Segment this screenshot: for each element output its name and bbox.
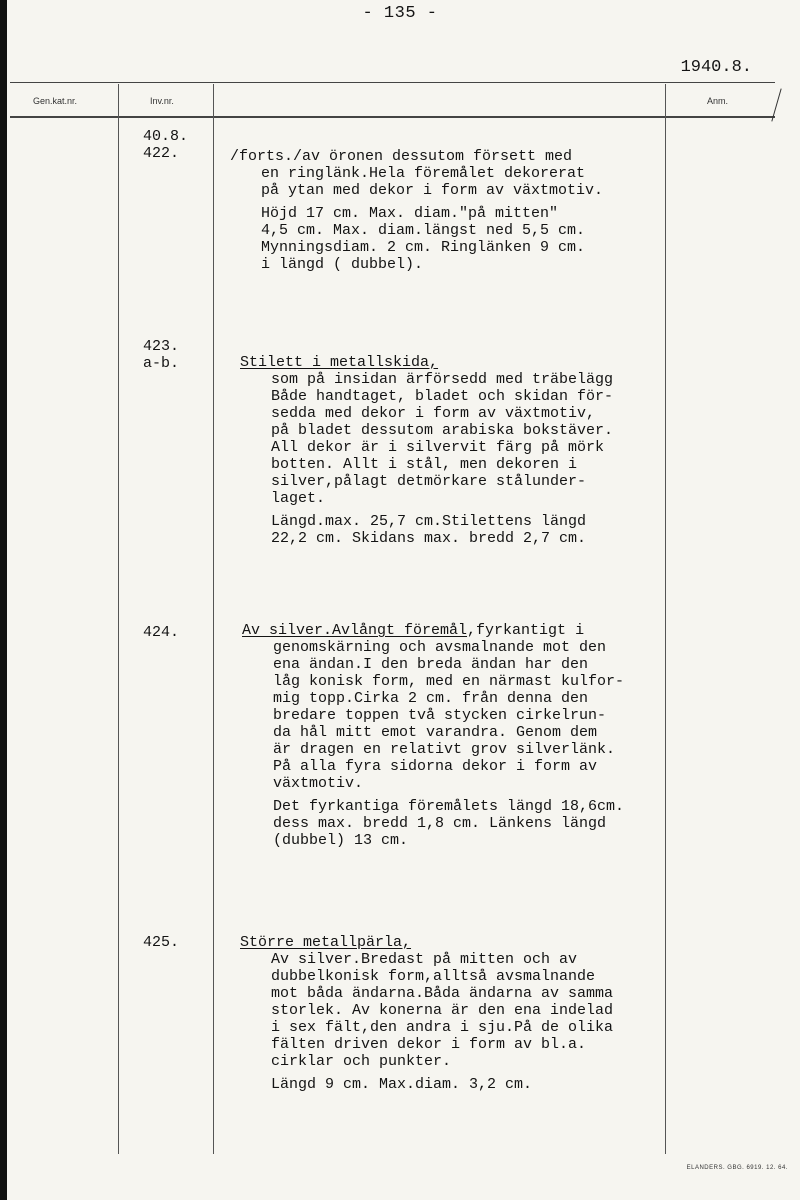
page-number: - 135 - bbox=[362, 4, 438, 23]
inv-number-423: 423. a-b. bbox=[143, 338, 180, 372]
entry-line: bredare toppen två stycken cirkelrun- bbox=[273, 707, 607, 724]
page-left-binding-bar bbox=[0, 0, 7, 1200]
entry-line: (dubbel) 13 cm. bbox=[273, 832, 409, 849]
entry-line: Både handtaget, bladet och skidan för- bbox=[271, 388, 614, 405]
entry-line: Mynningsdiam. 2 cm. Ringlänken 9 cm. bbox=[261, 239, 586, 256]
header-bottom-rule bbox=[10, 116, 775, 118]
entry-line: På alla fyra sidorna dekor i form av bbox=[273, 758, 598, 775]
entry-line: låg konisk form, med en närmast kulfor- bbox=[273, 673, 625, 690]
entry-line: dubbelkonisk form,alltså avsmalnande bbox=[271, 968, 596, 985]
entry-line: storlek. Av konerna är den ena indelad bbox=[271, 1002, 614, 1019]
entry-line: /forts./av öronen dessutom försett med bbox=[230, 148, 573, 165]
entry-line: ena ändan.I den breda ändan har den bbox=[273, 656, 589, 673]
entry-line: genomskärning och avsmalnande mot den bbox=[273, 639, 607, 656]
entry-line: Längd.max. 25,7 cm.Stilettens längd bbox=[271, 513, 587, 530]
underlined-heading: Av silver.Avlångt föremål bbox=[242, 622, 468, 639]
entry-line: Av silver.Bredast på mitten och av bbox=[271, 951, 578, 968]
entry-424-text bbox=[242, 622, 624, 849]
column-divider-text-anm bbox=[665, 84, 666, 1154]
entry-425-text bbox=[240, 934, 613, 1093]
column-header-inv-nr: Inv.nr. bbox=[150, 96, 174, 106]
inv-number-422: 40.8. 422. bbox=[143, 128, 189, 162]
header-top-rule bbox=[10, 82, 775, 83]
page-date: 1940.8. bbox=[680, 58, 752, 77]
entry-line: i sex fält,den andra i sju.På de olika bbox=[271, 1019, 614, 1036]
entry-line: All dekor är i silvervit färg på mörk bbox=[271, 439, 605, 456]
entry-423-text bbox=[240, 354, 613, 547]
entry-line: växtmotiv. bbox=[273, 775, 364, 792]
entry-line: mot båda ändarna.Båda ändarna av samma bbox=[271, 985, 614, 1002]
entry-line: som på insidan ärförsedd med träbelägg bbox=[271, 371, 614, 388]
entry-line: fälten driven dekor i form av bl.a. bbox=[271, 1036, 587, 1053]
inv-number-425: 425. bbox=[143, 934, 180, 951]
header-slash-mark bbox=[771, 89, 781, 122]
entry-line: mig topp.Cirka 2 cm. från denna den bbox=[273, 690, 589, 707]
entry-line: Större metallpärla, bbox=[240, 934, 412, 951]
entry-line: Längd 9 cm. Max.diam. 3,2 cm. bbox=[271, 1076, 533, 1093]
entry-line: sedda med dekor i form av växtmotiv, bbox=[271, 405, 596, 422]
entry-line: Stilett i metallskida, bbox=[240, 354, 439, 371]
entry-line: laget. bbox=[271, 490, 326, 507]
entry-line: Av silver.Avlångt föremål,fyrkantigt i bbox=[242, 622, 585, 639]
entry-line: 22,2 cm. Skidans max. bredd 2,7 cm. bbox=[271, 530, 587, 547]
entry-line: cirklar och punkter. bbox=[271, 1053, 452, 1070]
printer-imprint: ELANDERS. GBG. 6919. 12. 64. bbox=[686, 1165, 788, 1171]
entry-422-text bbox=[230, 148, 603, 273]
column-header-anm: Anm. bbox=[707, 96, 729, 106]
entry-line: i längd ( dubbel). bbox=[261, 256, 424, 273]
entry-line: Det fyrkantiga föremålets längd 18,6cm. bbox=[273, 798, 625, 815]
entry-line: botten. Allt i stål, men dekoren i bbox=[271, 456, 578, 473]
entry-line: på ytan med dekor i form av växtmotiv. bbox=[261, 182, 604, 199]
inv-number-424: 424. bbox=[143, 624, 180, 641]
entry-line: da hål mitt emot varandra. Genom dem bbox=[273, 724, 598, 741]
entry-line: dess max. bredd 1,8 cm. Länkens längd bbox=[273, 815, 607, 832]
column-divider-gen-inv bbox=[118, 84, 119, 1154]
entry-line: är dragen en relativt grov silverlänk. bbox=[273, 741, 616, 758]
column-header-gen-kat-nr: Gen.kat.nr. bbox=[33, 96, 78, 106]
entry-line: Höjd 17 cm. Max. diam."på mitten" bbox=[261, 205, 559, 222]
entry-line: silver,pålagt detmörkare stålunder- bbox=[271, 473, 587, 490]
entry-line: en ringlänk.Hela föremålet dekorerat bbox=[261, 165, 586, 182]
entry-line: 4,5 cm. Max. diam.längst ned 5,5 cm. bbox=[261, 222, 586, 239]
entry-line: på bladet dessutom arabiska bokstäver. bbox=[271, 422, 614, 439]
column-divider-inv-text bbox=[213, 84, 214, 1154]
